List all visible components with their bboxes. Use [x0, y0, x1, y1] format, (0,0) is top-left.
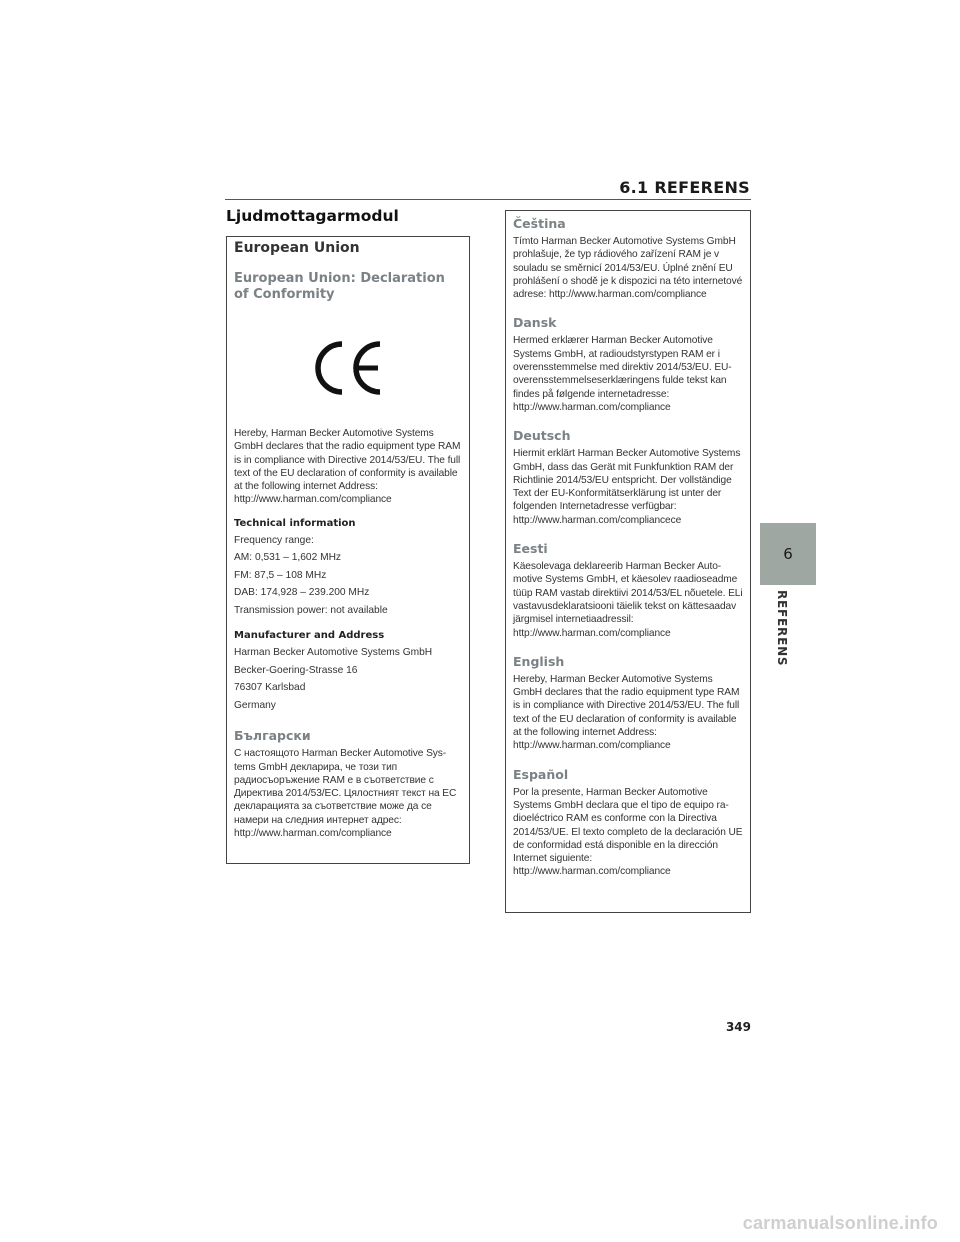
declaration-text-bulgarian: С настоящото Harman Becker Automotive Systems GmbH декларира, че този тип радиосъоръжение RAM е в съответствие с Директива 2014/53/ЕС. Цялостният текст на ЕС декларацията за съответствие може да се намери на следния интернет адрес: http://www.harman.com/compliance	[234, 748, 457, 840]
tech-line: DAB: 174,928 – 239.200 MHz	[234, 587, 370, 599]
manufacturer-line: Becker-Goering-Strasse 16	[234, 664, 358, 676]
tech-line: FM: 87,5 – 108 MHz	[234, 569, 327, 581]
technical-info-heading: Technical information	[234, 517, 356, 529]
language-declarations-box	[505, 210, 751, 913]
tech-line: AM: 0,531 – 1,602 MHz	[234, 552, 342, 564]
language-heading-english: English	[513, 653, 565, 669]
header-rule	[225, 199, 751, 200]
page-number: 349	[725, 1020, 751, 1034]
manufacturer-line: 76307 Karlsbad	[234, 682, 306, 694]
language-heading-estonian: Eesti	[513, 541, 548, 557]
manufacturer-line: Harman Becker Automotive Systems GmbH	[234, 647, 433, 659]
box-subtitle: European Union: Declaration of Conformity	[234, 271, 445, 302]
tech-line: Frequency range:	[234, 534, 314, 546]
declaration-text-czech: Tímto Harman Becker Automotive Systems GmbH prohlašuje, že typ rádiového zařízení RAM je v souladu se směrnicí 2014/53/EU. Úplné znění EU prohlášení o shodě je k dispozici na této internetové adrese: http://www.harman.com/compliance	[513, 236, 743, 301]
declaration-text-german: Hiermit erklärt Harman Becker Automotive Systems GmbH, dass das Gerät mit Funkfunktion RAM der Richtlinie 2014/53/EU entspricht. Der vollständige Text der EU-Konformitätserklärung ist unter der folgenden Internetadresse verfügbar: http://www.harman.com/compliancece	[513, 448, 741, 526]
chapter-tab[interactable]	[760, 523, 816, 585]
chapter-number: 6	[783, 545, 793, 563]
language-heading-danish: Dansk	[513, 315, 557, 331]
manufacturer-line: Germany	[234, 699, 276, 711]
language-heading-bulgarian: Български	[234, 728, 311, 744]
declaration-text-spanish: Por la presente, Harman Becker Automotive Systems GmbH declara que el tipo de equipo radioeléctrico RAM es conforme con la Directiva 2014/53/UE. El texto completo de la declaración UE de conformidad está disponible en la dirección Internet siguiente: http://www.harman.com/compliance	[513, 786, 743, 878]
language-heading-german: Deutsch	[513, 428, 571, 444]
box-title: European Union	[234, 240, 360, 256]
chapter-tab-label: REFERENS	[775, 590, 789, 667]
watermark: carmanualsonline.info	[742, 1213, 938, 1233]
declaration-text-english: Hereby, Harman Becker Automotive Systems GmbH declares that the radio equipment type RAM is in compliance with Directive 2014/53/EU. The full text of the EU declaration of conformity is available at the following internet Address: http://www.harman.com/compliance	[513, 673, 740, 752]
language-heading-czech: Čeština	[513, 216, 566, 231]
eu-declaration-box	[226, 236, 470, 864]
section-header-title: 6.1 REFERENS	[619, 178, 750, 197]
language-heading-spanish: Español	[513, 766, 569, 782]
declaration-text-danish: Hermed erklærer Harman Becker Automotive Systems GmbH, at radioudstyrstypen RAM er i overensstemmelse med direktiv 2014/53/EU. EU-overensstemmelseserklæringens fulde tekst kan findes på følgende internetadresse: http://www.harman.com/compliance	[513, 335, 732, 413]
tech-line: Transmission power: not available	[234, 604, 388, 616]
declaration-text-en: Hereby, Harman Becker Automotive Systems GmbH declares that the radio equipment type RAM is in compliance with Directive 2014/53/EU. The full text of the EU declaration of conformity is available at the following internet Address: http://www.harman.com/compliance	[234, 428, 461, 506]
page-heading: Ljudmottagarmodul	[226, 207, 399, 225]
ce-mark-icon	[234, 309, 462, 427]
declaration-text-estonian: Käesolevaga deklareerib Harman Becker Automotive Systems GmbH, et käesolev raadioseadme tüüp RAM vastab direktiivi 2014/53/EL nõuetele. ELi vastavusdeklaratsiooni täielik tekst on kättesaadav järgmisel internetiaadressil: http://www.harman.com/compliance	[513, 561, 743, 639]
manufacturer-heading: Manufacturer and Address	[234, 630, 385, 642]
